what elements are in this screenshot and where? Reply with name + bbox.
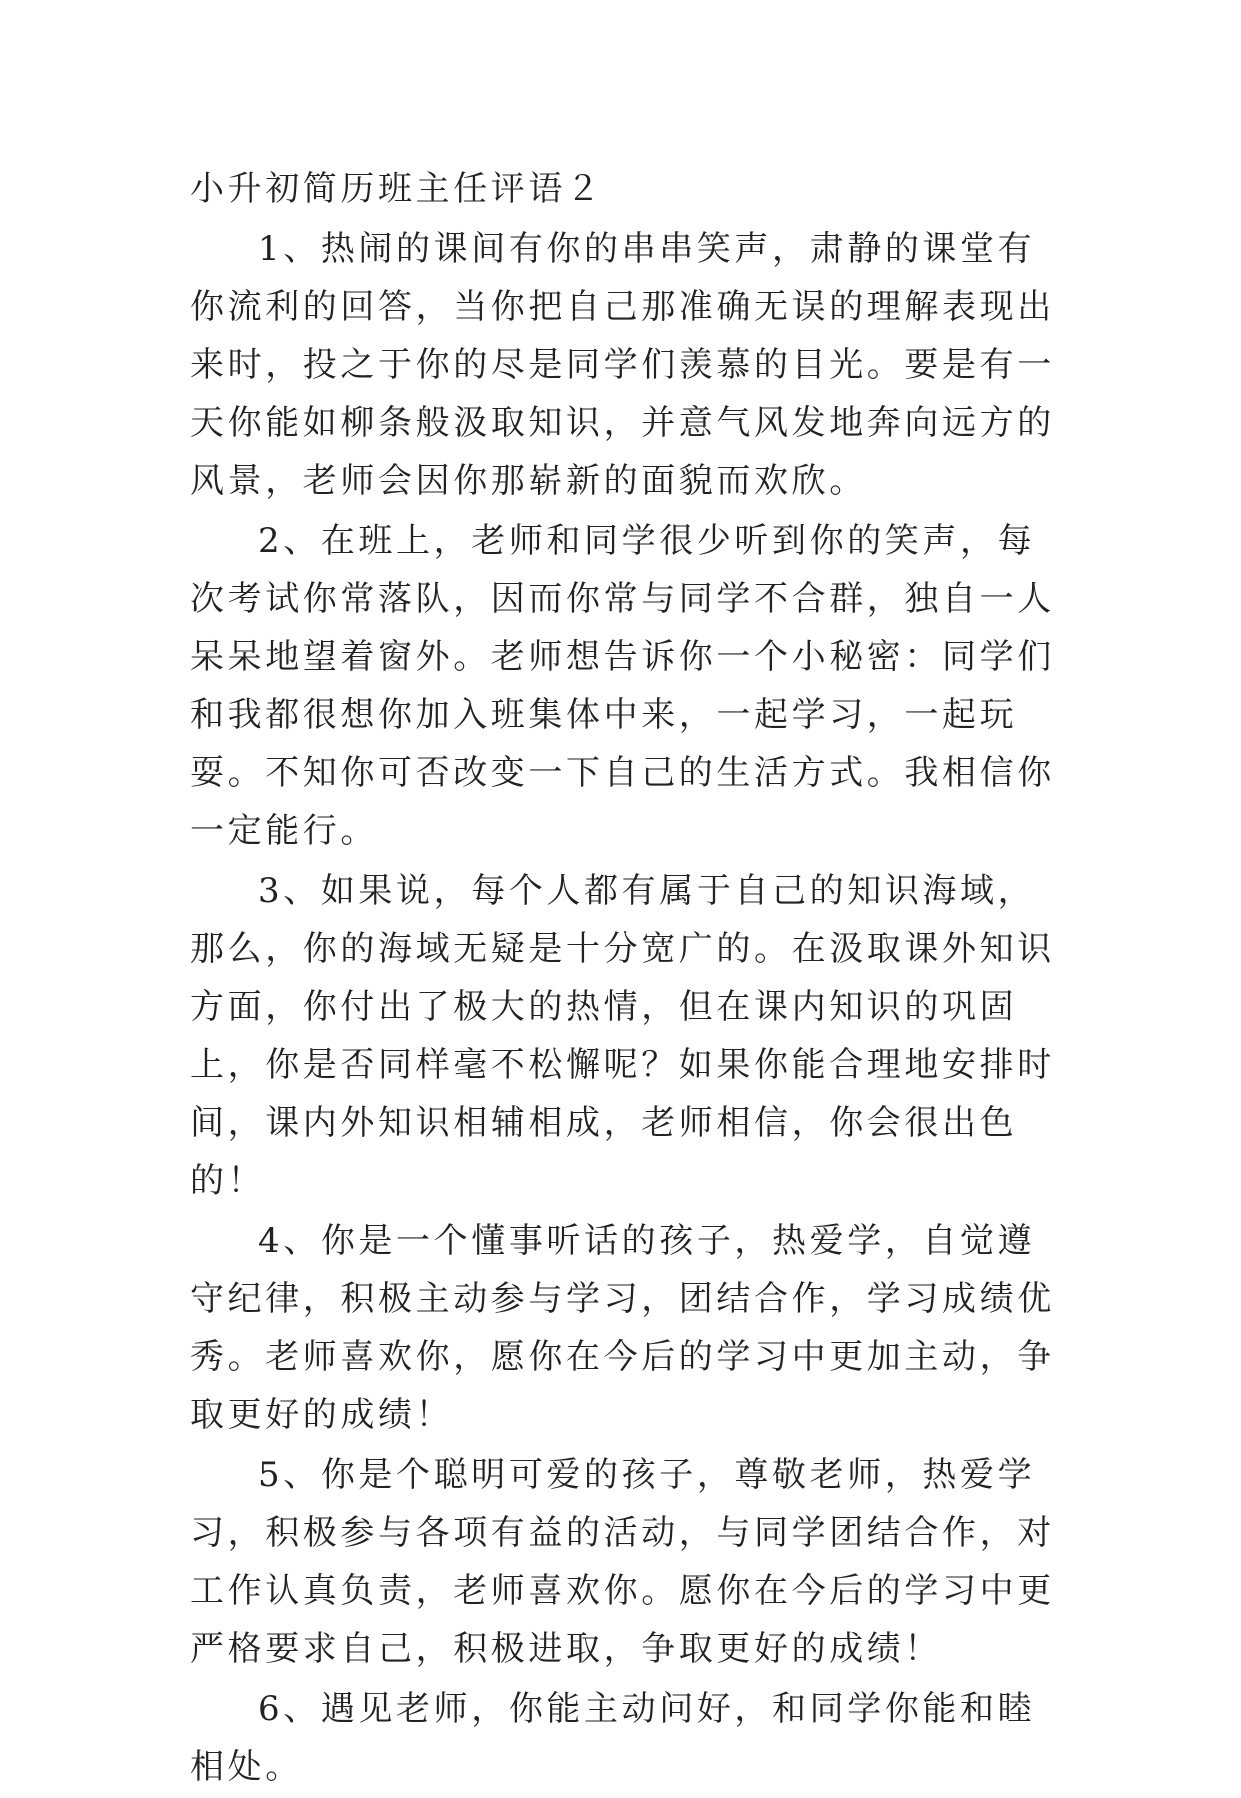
comment-paragraph-3: 3、如果说，每个人都有属于自己的知识海域，那么，你的海域无疑是十分宽广的。在汲取课外知识方面，你付出了极大的热情，但在课内知识的巩固上，你是否同样毫不松懈呢？如果你能合理地安排时间，课内外知识相辅相成，老师相信，你会很出色的！ bbox=[190, 871, 1055, 1201]
comment-paragraph-6: 6、遇见老师，你能主动问好，和同学你能和睦相处。 bbox=[190, 1689, 1036, 1787]
comment-paragraph-2: 2、在班上，老师和同学很少听到你的笑声，每次考试你常落队，因而你常与同学不合群，独自一人呆呆地望着窗外。老师想告诉你一个小秘密：同学们和我都很想你加入班集体中来，一起学习，一起玩耍。不知你可否改变一下自己的生活方式。我相信你一定能行。 bbox=[190, 521, 1055, 851]
comment-paragraph-1: 1、热闹的课间有你的串串笑声，肃静的课堂有你流利的回答，当你把自己那准确无误的理解表现出来时，投之于你的尽是同学们羡慕的目光。要是有一天你能如柳条般汲取知识，并意气风发地奔向远方的风景，老师会因你那崭新的面貌而欢欣。 bbox=[190, 229, 1055, 501]
document-body bbox=[190, 160, 1070, 1798]
comment-paragraph-5: 5、你是个聪明可爱的孩子，尊敬老师，热爱学习，积极参与各项有益的活动，与同学团结合作，对工作认真负责，老师喜欢你。愿你在今后的学习中更严格要求自己，积极进取，争取更好的成绩！ bbox=[190, 1455, 1055, 1669]
document-title: 小升初简历班主任评语２ bbox=[190, 169, 604, 209]
comment-paragraph-4: 4、你是一个懂事听话的孩子，热爱学，自觉遵守纪律，积极主动参与学习，团结合作，学习成绩优秀。老师喜欢你，愿你在今后的学习中更加主动，争取更好的成绩！ bbox=[190, 1221, 1055, 1435]
